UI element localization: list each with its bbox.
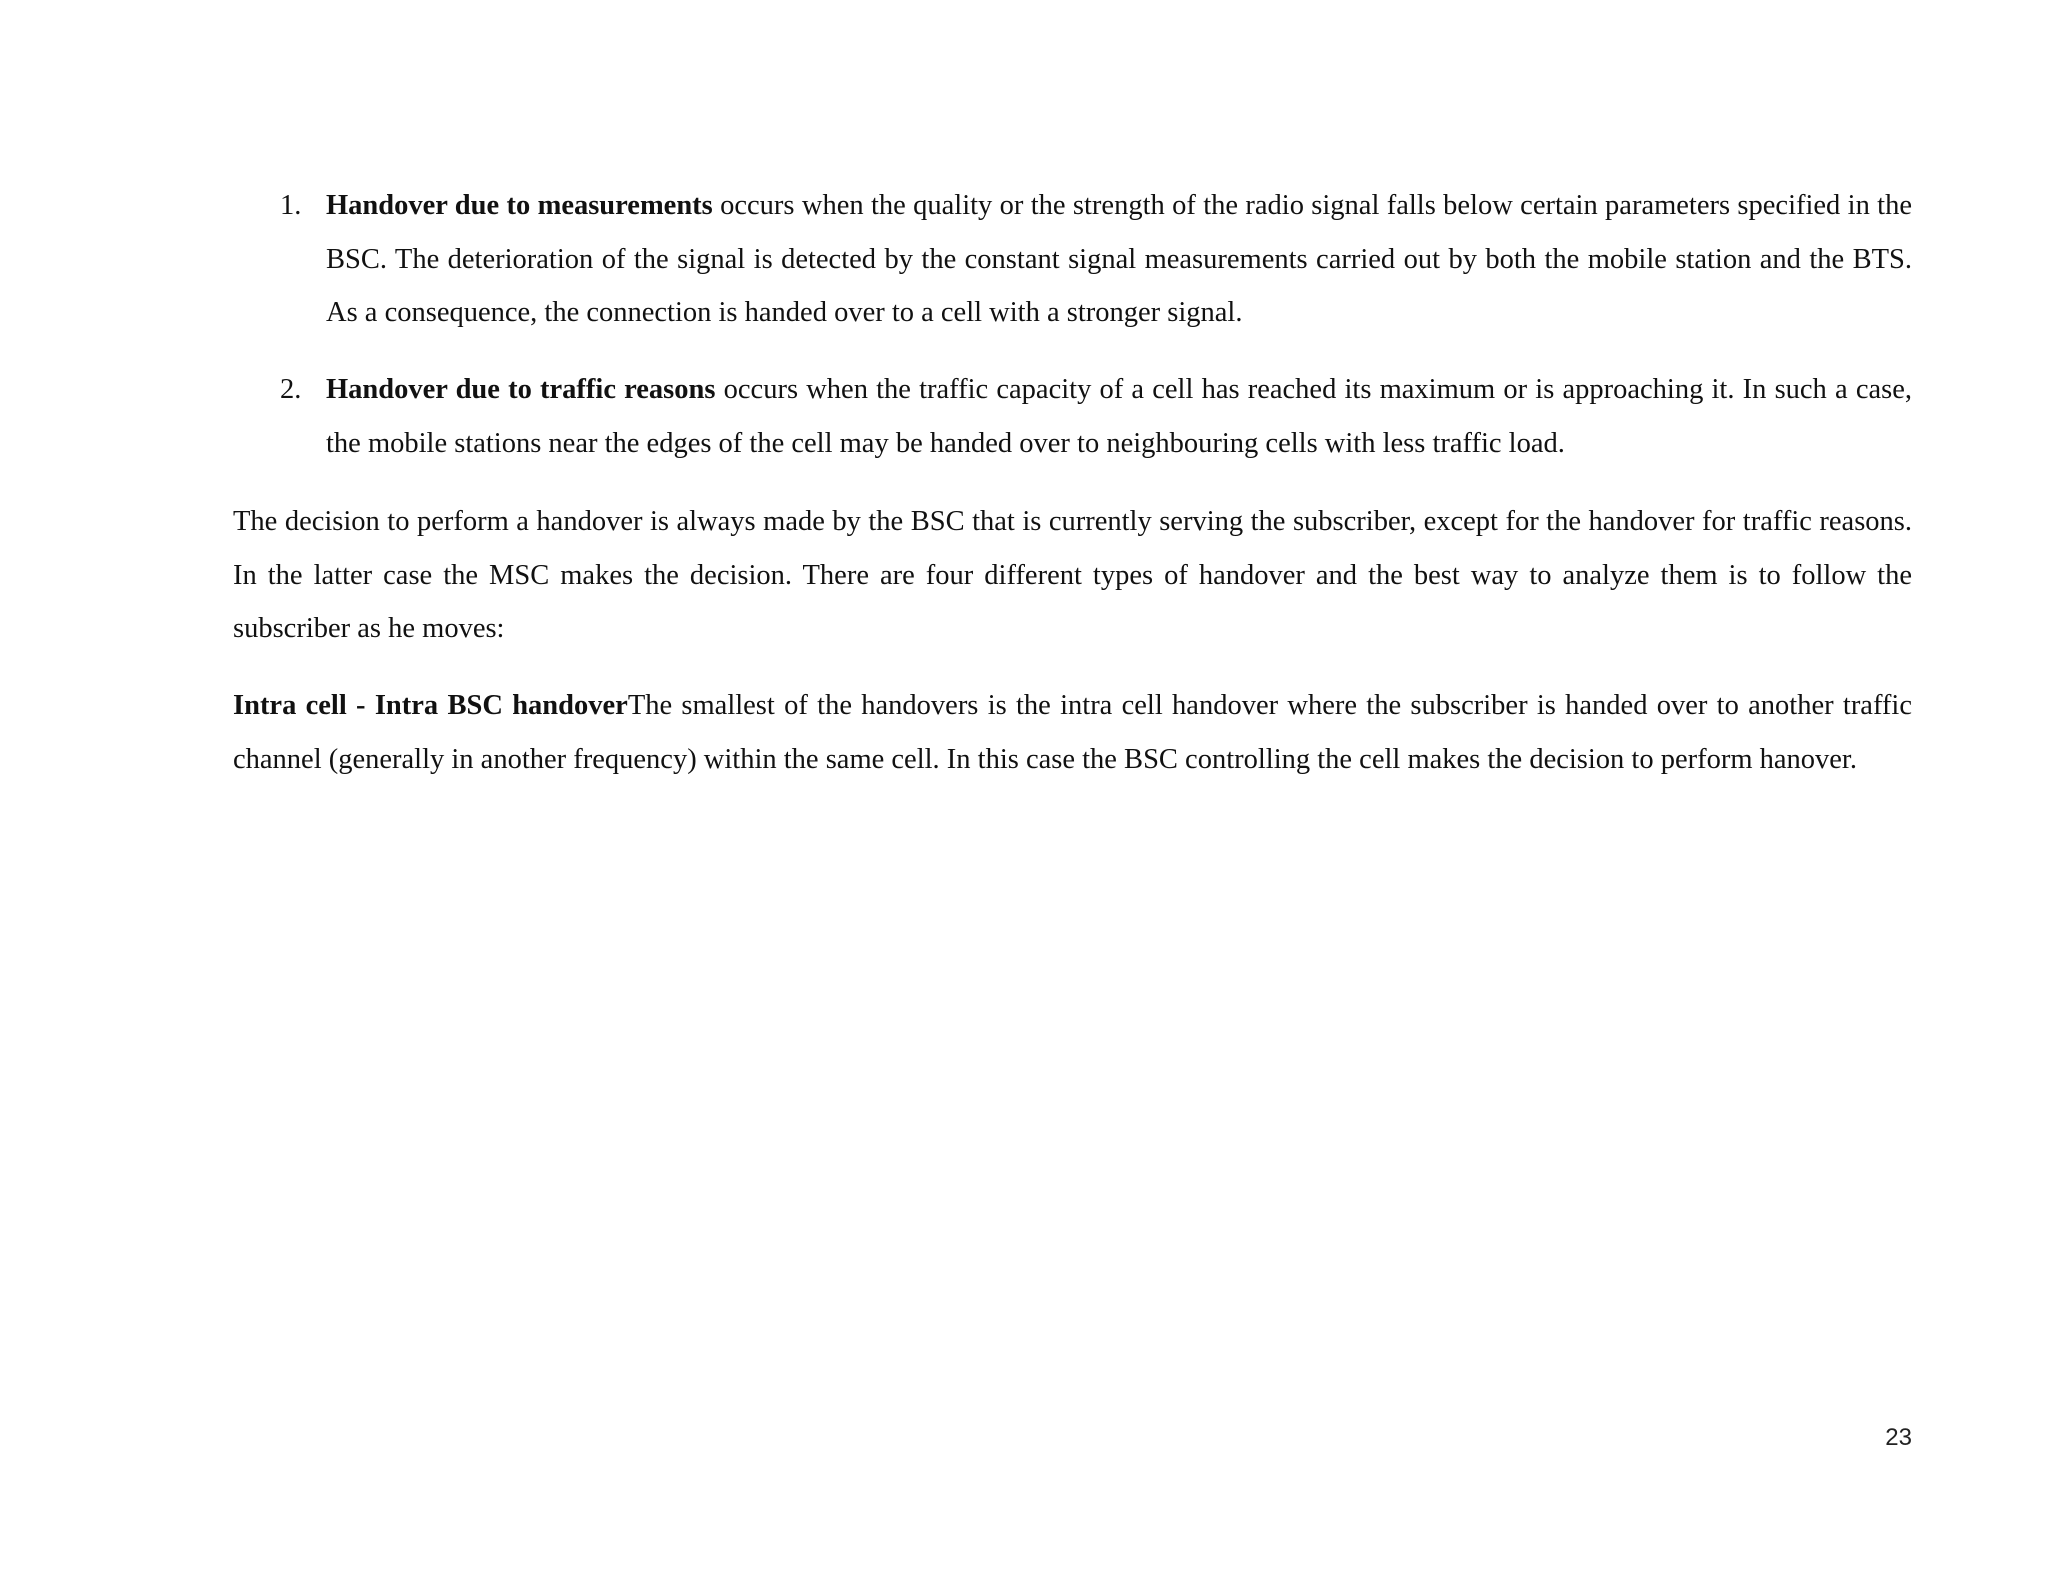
paragraph-heading: Intra cell - Intra BSC handover	[233, 690, 628, 721]
list-item-number: 1.	[280, 190, 302, 221]
list-item-heading: Handover due to traffic reasons	[326, 374, 716, 405]
paragraph-text: The smallest of the handovers is the intra cell handover where the subscriber is handed over to another traffic channel (generally in another frequency) within the same cell. In this case the BSC controlling the cell makes the decision to perform hanover.	[233, 690, 1912, 775]
intra-cell-handover-paragraph	[233, 679, 1912, 786]
list-item	[262, 363, 1912, 470]
list-item-text: occurs when the traffic capacity of a cell has reached its maximum or is approaching it. In such a case, the mobile stations near the edges of the cell may be handed over to neighbouring cells with less traffic load.	[326, 374, 1912, 459]
list-item	[262, 179, 1912, 340]
list-item-number: 2.	[280, 374, 302, 405]
paragraph-text: The decision to perform a handover is always made by the BSC that is currently serving the subscriber, except for the handover for traffic reasons. In the latter case the MSC makes the decision. There are four different types of handover and the best way to analyze them is to follow the subscriber as he moves:	[233, 506, 1912, 644]
list-item-heading: Handover due to measurements	[326, 190, 713, 221]
list-item-text: occurs when the quality or the strength of the radio signal falls below certain parameters specified in the BSC. The deterioration of the signal is detected by the constant signal measurements carried out by both the mobile station and the BTS. As a consequence, the connection is handed over to a cell with a stronger signal.	[326, 190, 1912, 328]
handover-decision-paragraph	[233, 495, 1912, 656]
page-number: 23	[1885, 1424, 1912, 1451]
